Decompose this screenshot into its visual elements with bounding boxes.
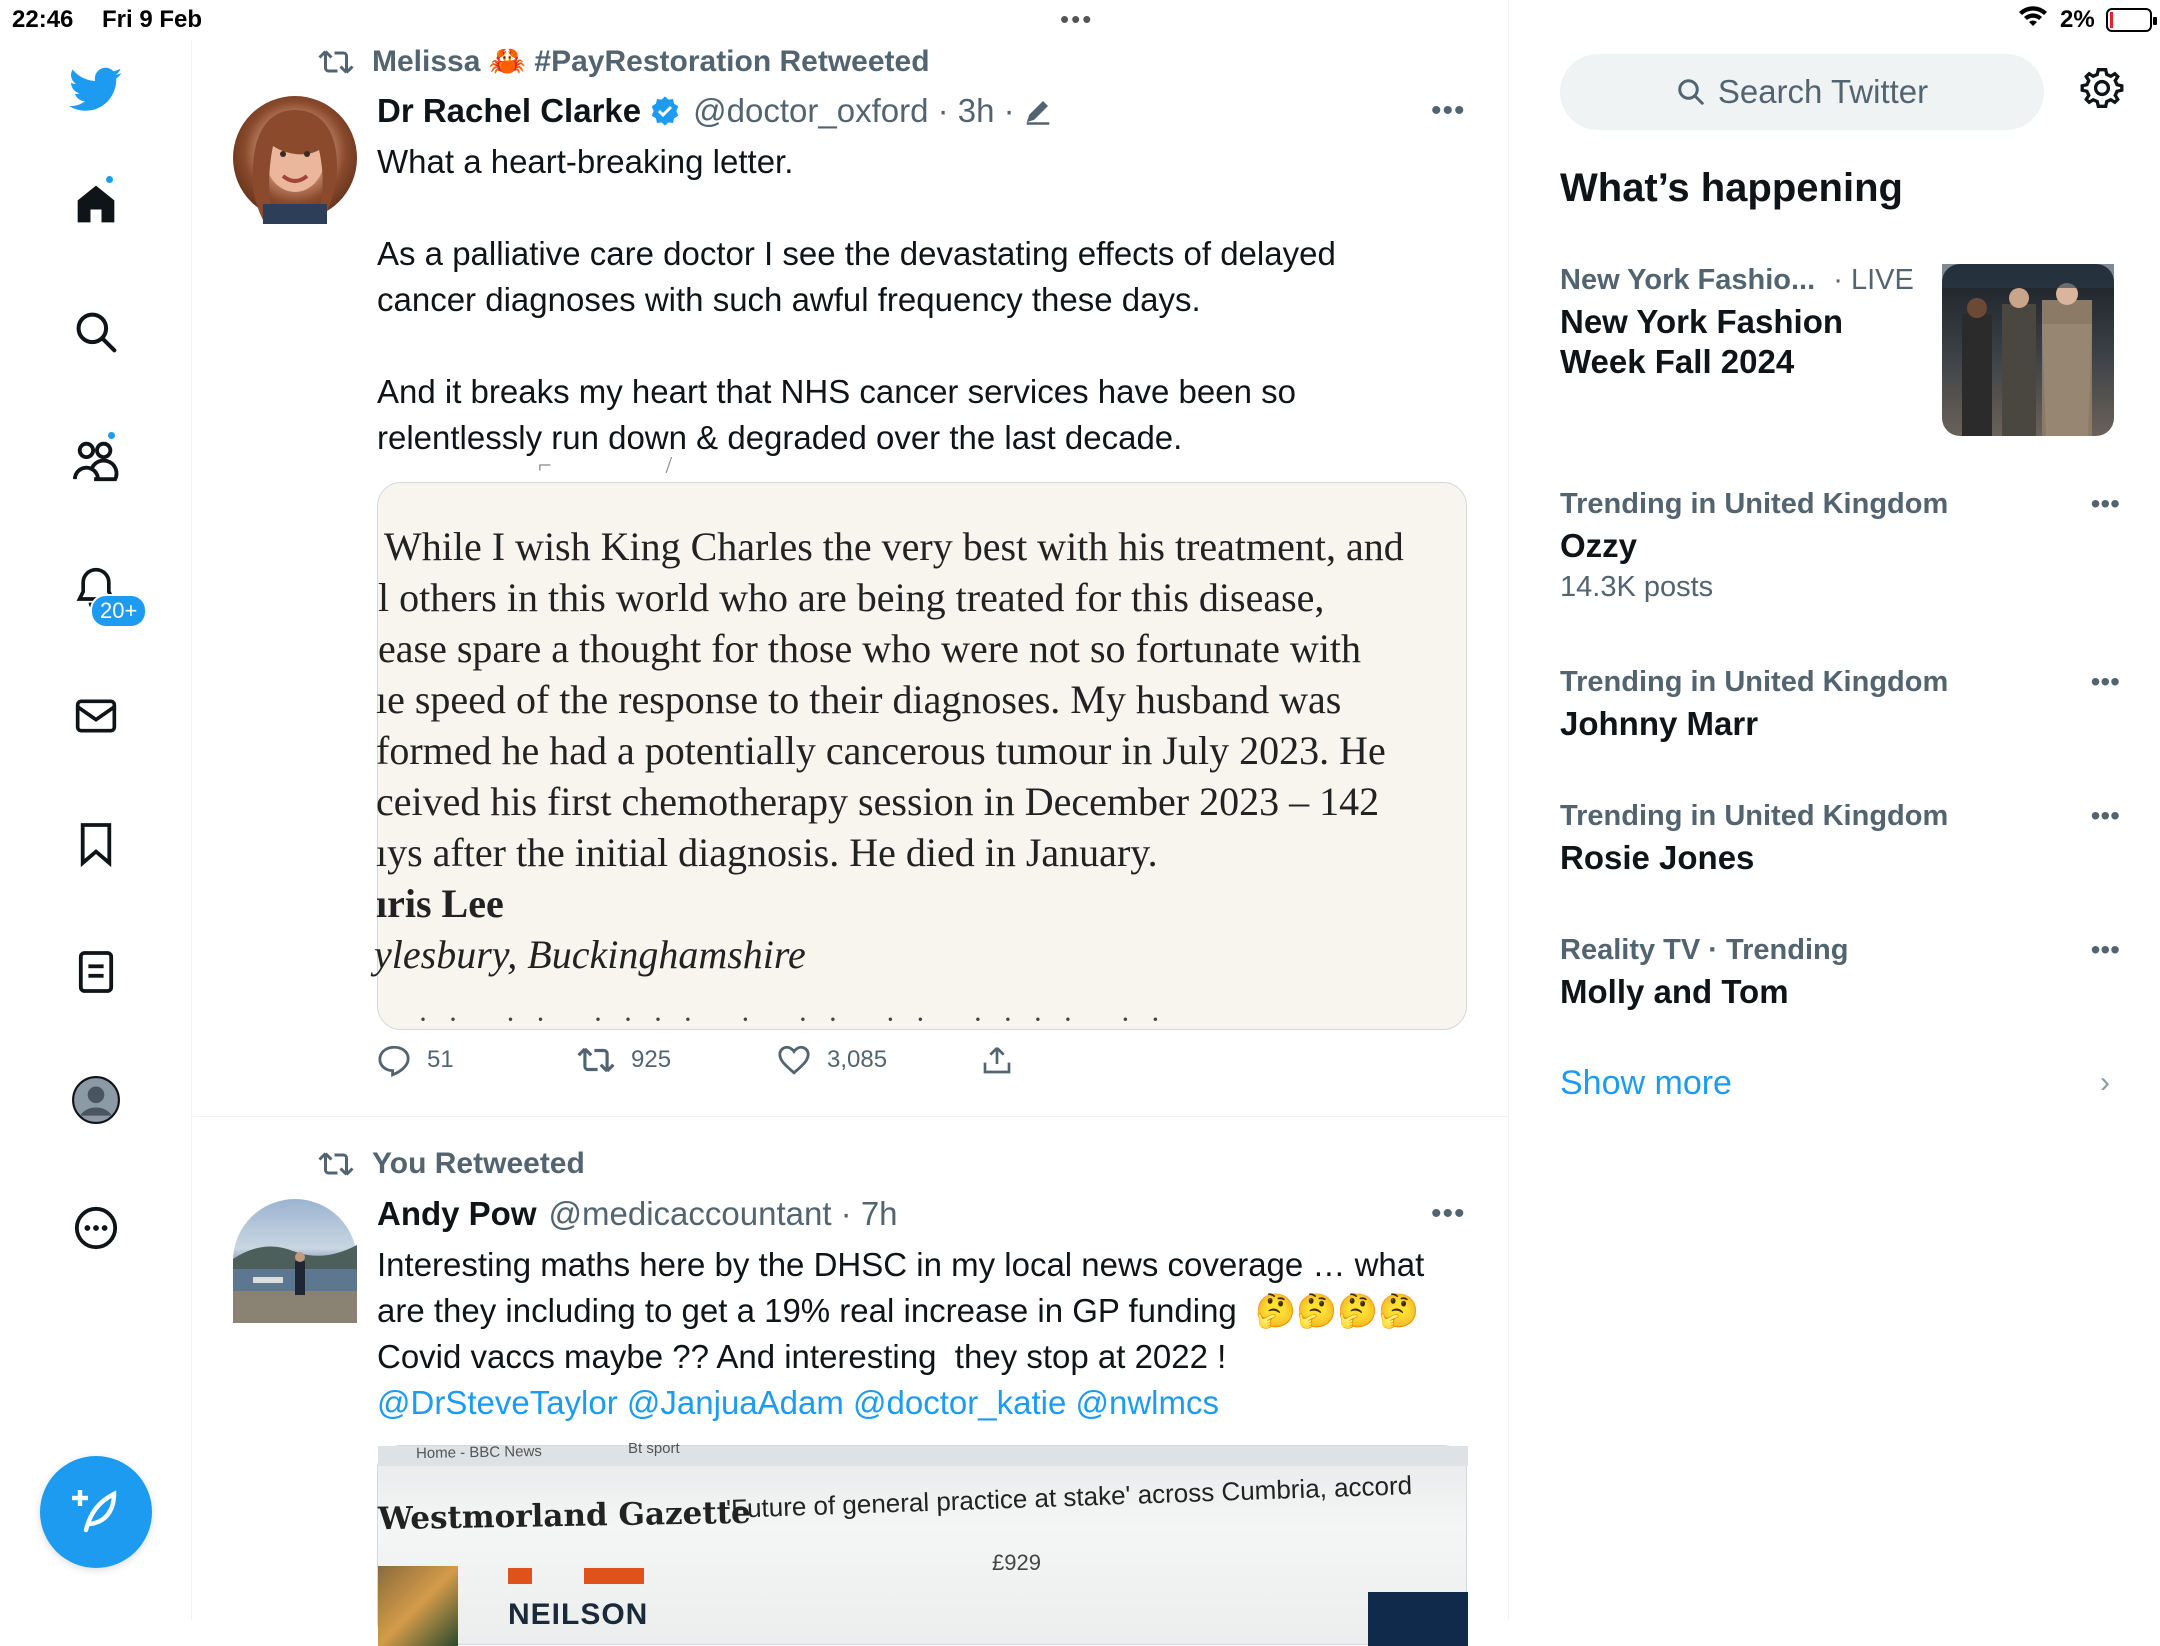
browser-tab: Bt sport [628, 1440, 680, 1457]
retweet-label: Melissa 🦀 #PayRestoration Retweeted [372, 45, 930, 78]
letter-line: ease spare a thought for those who were not so fortunate with [378, 626, 1362, 671]
author-handle[interactable]: @medicaccountant · 7h [548, 1195, 898, 1232]
author-name[interactable]: Dr Rachel Clarke [377, 92, 642, 129]
letter-line: ıys after the initial diagnosis. He died in January. [376, 830, 1158, 875]
notifications-badge: 20+ [90, 594, 147, 628]
avatar[interactable] [233, 96, 357, 220]
trend-more-icon[interactable]: ••• [2090, 666, 2120, 697]
retweet-count: 925 [631, 1046, 672, 1073]
more-circle-icon[interactable] [66, 1198, 126, 1258]
trend-name: New York Fashion [1560, 303, 1844, 340]
advert-text: NEILSON [508, 1598, 649, 1631]
news-screenshot-image[interactable] [377, 1440, 1467, 1645]
search-icon [1676, 77, 1706, 107]
letter-line: formed he had a potentially cancerous tumour in July 2023. He [376, 728, 1386, 773]
battery-icon [2106, 8, 2152, 32]
newspaper-masthead: Westmorland Gazette [377, 1494, 752, 1538]
letter-line: While I wish King Charles the very best with his treatment, and [384, 524, 1404, 569]
tweet-header [377, 1195, 898, 1233]
timeline [193, 0, 1509, 1631]
more-options-icon[interactable]: ••• [1431, 94, 1466, 127]
browser-tab: Home - BBC News [415, 1442, 542, 1463]
share-icon [981, 1044, 1013, 1076]
news-headline: 'Future of general practice at stake' across Cumbria, accord [725, 1470, 1413, 1524]
fashion-week-thumbnail[interactable] [1942, 264, 2114, 436]
retweet-button[interactable] [577, 1044, 671, 1076]
author-handle[interactable]: @doctor_oxford · 3h · [693, 92, 1015, 129]
letter-line: l others in this world who are being treated for this disease, [378, 575, 1325, 620]
letter-signature: ıris Lee [376, 881, 504, 926]
avatar[interactable] [233, 1199, 357, 1323]
trend-category: Reality TV · Trending [1560, 934, 1849, 966]
home-icon[interactable] [66, 174, 126, 234]
retweet-context [318, 44, 930, 79]
trend-item[interactable] [1560, 264, 2120, 381]
communities-icon[interactable] [66, 430, 126, 490]
heart-icon [777, 1044, 811, 1076]
communities-new-dot [106, 430, 117, 441]
right-sidebar [1510, 40, 2160, 1620]
trend-name: Johnny Marr [1560, 705, 1759, 742]
twitter-bird-icon[interactable] [66, 60, 126, 120]
status-time: 22:46 [12, 6, 74, 33]
edited-pencil-icon[interactable] [1023, 96, 1053, 126]
letter-location: ylesbury, Buckinghamshire [374, 932, 806, 977]
trend-more-icon[interactable]: ••• [2090, 934, 2120, 965]
lists-icon[interactable] [66, 942, 126, 1002]
settings-gear-icon[interactable] [2080, 66, 2124, 115]
trend-category: Trending in United Kingdom [1560, 666, 1949, 698]
compose-tweet-button[interactable] [40, 1456, 152, 1568]
search-icon[interactable] [66, 302, 126, 362]
tweet-text: What a heart-breaking letter. As a palliative care doctor I see the devastating effects of delayed cancer diagnoses with such awful frequency these days. And it breaks my heart that NHS cancer services have been so relentlessly run down & degraded over the last decade. [377, 143, 1336, 456]
live-indicator: · LIVE [1833, 264, 1914, 296]
search-box[interactable] [1560, 54, 2044, 130]
more-options-icon[interactable]: ••• [1431, 1197, 1466, 1230]
like-count: 3,085 [827, 1046, 888, 1073]
retweet-label: You Retweeted [372, 1147, 585, 1180]
author-name[interactable]: Andy Pow [377, 1195, 537, 1232]
letter-line: ıe speed of the response to their diagnoses. My husband was [376, 677, 1342, 722]
trend-name: Ozzy [1560, 527, 1638, 564]
trend-item[interactable] [1560, 800, 2120, 877]
feather-plus-icon [70, 1486, 122, 1538]
like-button[interactable] [777, 1044, 887, 1076]
home-new-dot [104, 174, 115, 185]
trend-item[interactable] [1560, 488, 2120, 604]
search-placeholder: Search Twitter [1717, 73, 1929, 110]
retweet-context [318, 1147, 585, 1181]
price-label: £929 [992, 1550, 1041, 1575]
tweet-mentions[interactable]: @DrSteveTaylor @JanjuaAdam @doctor_katie @nwlmcs [377, 1384, 1219, 1421]
chevron-right-icon: › [2100, 1066, 2110, 1099]
status-date: Fri 9 Feb [102, 6, 203, 33]
battery-percent: 2% [2060, 6, 2095, 33]
multitask-dots[interactable]: ••• [1060, 4, 1094, 34]
trend-more-icon[interactable]: ••• [2090, 488, 2120, 519]
wifi-icon [2018, 6, 2048, 37]
sidebar-nav [0, 40, 192, 1620]
retweet-icon [318, 47, 354, 77]
trend-category: Trending in United Kingdom [1560, 800, 1949, 832]
trend-item[interactable] [1560, 666, 2120, 743]
retweet-icon [577, 1044, 615, 1076]
trend-category: Trending in United Kingdom [1560, 488, 1949, 520]
trend-name: Molly and Tom [1560, 973, 1789, 1010]
reply-icon [377, 1044, 411, 1076]
tweet-header [377, 92, 1053, 130]
whats-happening-heading: What’s happening [1560, 166, 1903, 210]
profile-icon[interactable] [66, 1070, 126, 1130]
mail-icon[interactable] [66, 686, 126, 746]
letter-line: ceived his first chemotherapy session in December 2023 – 142 [376, 779, 1380, 824]
verified-badge-icon [649, 95, 681, 127]
letter-image[interactable]: ⌐ / While I wish King Charles the very best with his treatment, and l others in this world who are being treated for this disease, ease spare a thought for those who were not so fortunate with ıe speed of the response to their diagnoses. My husband was formed he had a potentially cancerous tumour in July 2023. He ceived his first chemotherapy session in December 2023 – 142 ıys after the initial diagnosis. He died in January. ıris Lee ylesbury, Buckinghamshire ·· ·· ···· · ·· ·· ···· ·· [377, 482, 1467, 1030]
trend-category: New York Fashio... [1560, 264, 1816, 296]
tweet-text: Interesting maths here by the DHSC in my local news coverage … what are they including to get a 19% real increase in GP funding 🤔🤔🤔🤔 Covid vaccs maybe ?? And interesting they stop at 2022 ! [377, 1246, 1425, 1375]
show-more-link[interactable]: Show more [1560, 1064, 1732, 1102]
tweet-divider [193, 1116, 1509, 1117]
bookmark-icon[interactable] [66, 814, 126, 874]
trend-more-icon[interactable]: ••• [2090, 800, 2120, 831]
trend-name: Rosie Jones [1560, 839, 1755, 876]
reply-button[interactable] [377, 1044, 454, 1076]
retweet-icon [318, 1149, 354, 1179]
reply-count: 51 [427, 1046, 454, 1073]
share-button[interactable] [981, 1044, 1013, 1076]
trend-name: Week Fall 2024 [1560, 343, 1795, 380]
trend-post-count: 14.3K posts [1560, 571, 1714, 603]
trend-item[interactable] [1560, 934, 2120, 1011]
